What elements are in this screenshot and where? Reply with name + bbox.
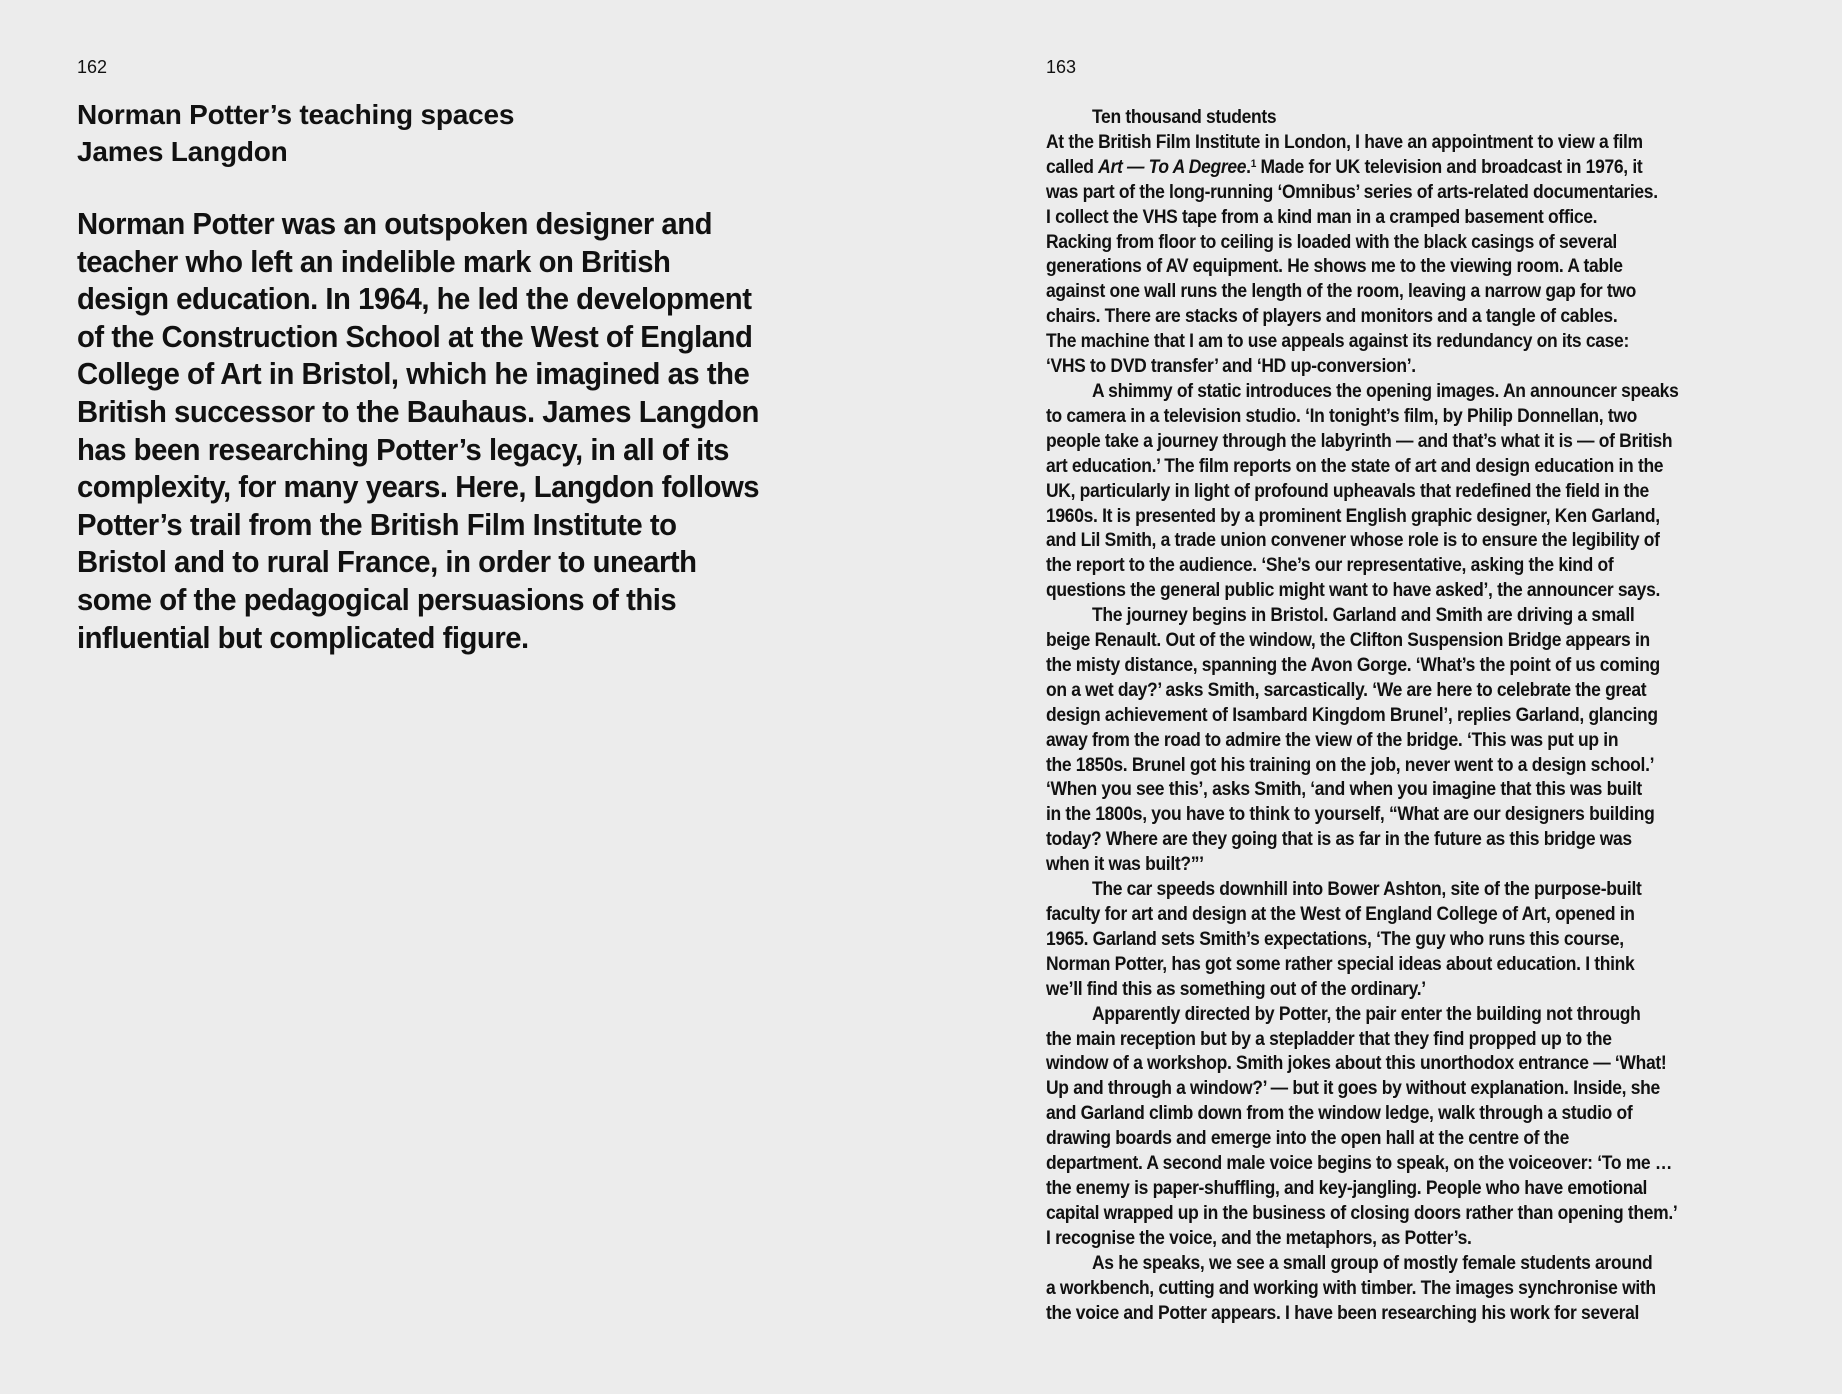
text-line: Up and through a window?’ — but it goes by without explanation. Inside, she xyxy=(1046,1078,1660,1100)
text-line: design achievement of Isambard Kingdom Brunel’, replies Garland, glancing xyxy=(1046,704,1658,726)
text-line: a workbench, cutting and working with timber. The images synchronise with xyxy=(1046,1277,1656,1299)
text-line: today? Where are they going that is as far in the future as this bridge was xyxy=(1046,829,1632,851)
standfirst-line: has been researching Potter’s legacy, in all of its xyxy=(77,432,729,467)
standfirst-line: complexity, for many years. Here, Langdon follows xyxy=(77,470,760,505)
paragraph-first-line: As he speaks, we see a small group of mostly female students around xyxy=(1092,1252,1653,1274)
text-line: I collect the VHS tape from a kind man in a cramped basement office. xyxy=(1046,206,1598,228)
text-line: ‘When you see this’, asks Smith, ‘and when you imagine that this was built xyxy=(1046,779,1642,801)
paragraph xyxy=(1046,380,1727,604)
text-line: The machine that I am to use appeals against its redundancy on its case: xyxy=(1046,331,1629,353)
paragraphs xyxy=(1046,380,1727,1326)
text-line: capital wrapped up in the business of closing doors rather than opening them.’ xyxy=(1046,1202,1678,1224)
page-number: 163 xyxy=(1046,57,1077,77)
text-run: . xyxy=(1246,156,1251,178)
text-line: I recognise the voice, and the metaphors, as Potter’s. xyxy=(1046,1227,1472,1249)
text-line: art education.’ The film reports on the state of art and design education in the xyxy=(1046,455,1664,477)
text-line: faculty for art and design at the West of England College of Art, opened in xyxy=(1046,904,1635,925)
section-heading: Ten thousand students xyxy=(1092,107,1277,128)
standfirst-line: some of the pedagogical persuasions of this xyxy=(77,582,677,617)
standfirst-line: of the Construction School at the West of England xyxy=(77,319,753,354)
text-line: generations of AV equipment. He shows me to the viewing room. A table xyxy=(1046,256,1623,278)
film-title: Art — To A Degree xyxy=(1098,156,1247,178)
text-line: UK, particularly in light of profound upheavals that redefined the field in the xyxy=(1046,480,1649,502)
text-line: and Garland climb down from the window ledge, walk through a studio of xyxy=(1046,1103,1633,1125)
text-line: department. A second male voice begins to speak, on the voiceover: ‘To me … xyxy=(1046,1153,1673,1175)
text-line: the voice and Potter appears. I have been researching his work for several xyxy=(1046,1302,1640,1324)
text-line: and Lil Smith, a trade union convener whose role is to ensure the legibility of xyxy=(1046,530,1660,552)
standfirst-line: College of Art in Bristol, which he imagined as the xyxy=(77,357,750,392)
standfirst-line: Norman Potter was an outspoken designer and xyxy=(77,207,713,241)
standfirst xyxy=(77,206,787,657)
text-line: 1960s. It is presented by a prominent English graphic designer, Ken Garland, xyxy=(1046,505,1660,527)
text-line: ‘VHS to DVD transfer’ and ‘HD up-conversion’. xyxy=(1046,356,1416,378)
paragraph-first-line: A shimmy of static introduces the opening images. An announcer speaks xyxy=(1092,380,1679,402)
paragraph-first-line: The journey begins in Bristol. Garland and Smith are driving a small xyxy=(1092,605,1635,627)
standfirst-line: British successor to the Bauhaus. James Langdon xyxy=(77,394,759,429)
article-title: Norman Potter’s teaching spaces xyxy=(77,99,515,130)
paragraph xyxy=(1046,878,1727,1003)
text-run: called xyxy=(1046,156,1099,178)
opening-paragraph-lines xyxy=(1046,181,1727,380)
text-line: chairs. There are stacks of players and monitors and a tangle of cables. xyxy=(1046,306,1618,328)
text-line: against one wall runs the length of the room, leaving a narrow gap for two xyxy=(1046,281,1636,303)
standfirst-line: Bristol and to rural France, in order to unearth xyxy=(77,545,697,580)
standfirst-line: influential but complicated figure. xyxy=(77,620,529,655)
text-line: 1965. Garland sets Smith’s expectations, ‘The guy who runs this course, xyxy=(1046,928,1624,950)
text-line: away from the road to admire the view of the bridge. ‘This was put up in xyxy=(1046,729,1619,751)
text-line: drawing boards and emerge into the open hall at the centre of the xyxy=(1046,1128,1569,1150)
right-page xyxy=(921,0,1842,1394)
footnote-reference[interactable]: 1 xyxy=(1250,157,1257,170)
text-line: Norman Potter, has got some rather special ideas about education. I think xyxy=(1046,953,1635,975)
text-line xyxy=(1046,156,1727,181)
article-heading xyxy=(77,96,837,170)
text-line: the main reception but by a stepladder that they find propped up to the xyxy=(1046,1028,1612,1050)
text-line: was part of the long-running ‘Omnibus’ series of arts-related documentaries. xyxy=(1046,181,1658,203)
text-line: the 1850s. Brunel got his training on the job, never went to a design school.’ xyxy=(1046,754,1655,776)
text-line: when it was built?”’ xyxy=(1046,854,1204,876)
text-line: Racking from floor to ceiling is loaded with the black casings of several xyxy=(1046,231,1617,253)
standfirst-line: teacher who left an indelible mark on British xyxy=(77,244,671,279)
body-text xyxy=(1046,106,1727,1326)
text-line: the report to the audience. ‘She’s our representative, asking the kind of xyxy=(1046,555,1614,577)
paragraph xyxy=(1046,1252,1727,1327)
paragraph-first-line: The car speeds downhill into Bower Ashton, site of the purpose-built xyxy=(1092,879,1642,901)
text-line: the enemy is paper-shuffling, and key-jangling. People who have emotional xyxy=(1046,1177,1648,1199)
text-run: Made for UK television and broadcast in 1976, it xyxy=(1256,156,1643,178)
text-line: At the British Film Institute in London, I have an appointment to view a film xyxy=(1046,131,1643,153)
text-line: window of a workshop. Smith jokes about this unorthodox entrance — ‘What! xyxy=(1046,1053,1667,1075)
article-author: James Langdon xyxy=(77,136,288,167)
text-line: on a wet day?’ asks Smith, sarcastically. ‘We are here to celebrate the great xyxy=(1046,679,1647,701)
standfirst-line: Potter’s trail from the British Film Institute to xyxy=(77,507,677,542)
text-line: people take a journey through the labyrinth — and that’s what it is — of British xyxy=(1046,430,1673,452)
paragraph xyxy=(1046,1003,1727,1252)
text-line: in the 1800s, you have to think to yourself, “What are our designers building xyxy=(1046,804,1655,826)
text-line: beige Renault. Out of the window, the Clifton Suspension Bridge appears in xyxy=(1046,630,1650,652)
page-number: 162 xyxy=(77,57,108,77)
text-line: we’ll find this as something out of the ordinary.’ xyxy=(1046,978,1426,1000)
paragraph-first-line: Apparently directed by Potter, the pair enter the building not through xyxy=(1092,1003,1641,1025)
standfirst-line: design education. In 1964, he led the development xyxy=(77,282,752,317)
paragraph xyxy=(1046,604,1727,878)
text-line: to camera in a television studio. ‘In tonight’s film, by Philip Donnellan, two xyxy=(1046,405,1637,427)
text-line: the misty distance, spanning the Avon Gorge. ‘What’s the point of us coming xyxy=(1046,654,1660,676)
text-line: questions the general public might want to have asked’, the announcer says. xyxy=(1046,580,1661,602)
